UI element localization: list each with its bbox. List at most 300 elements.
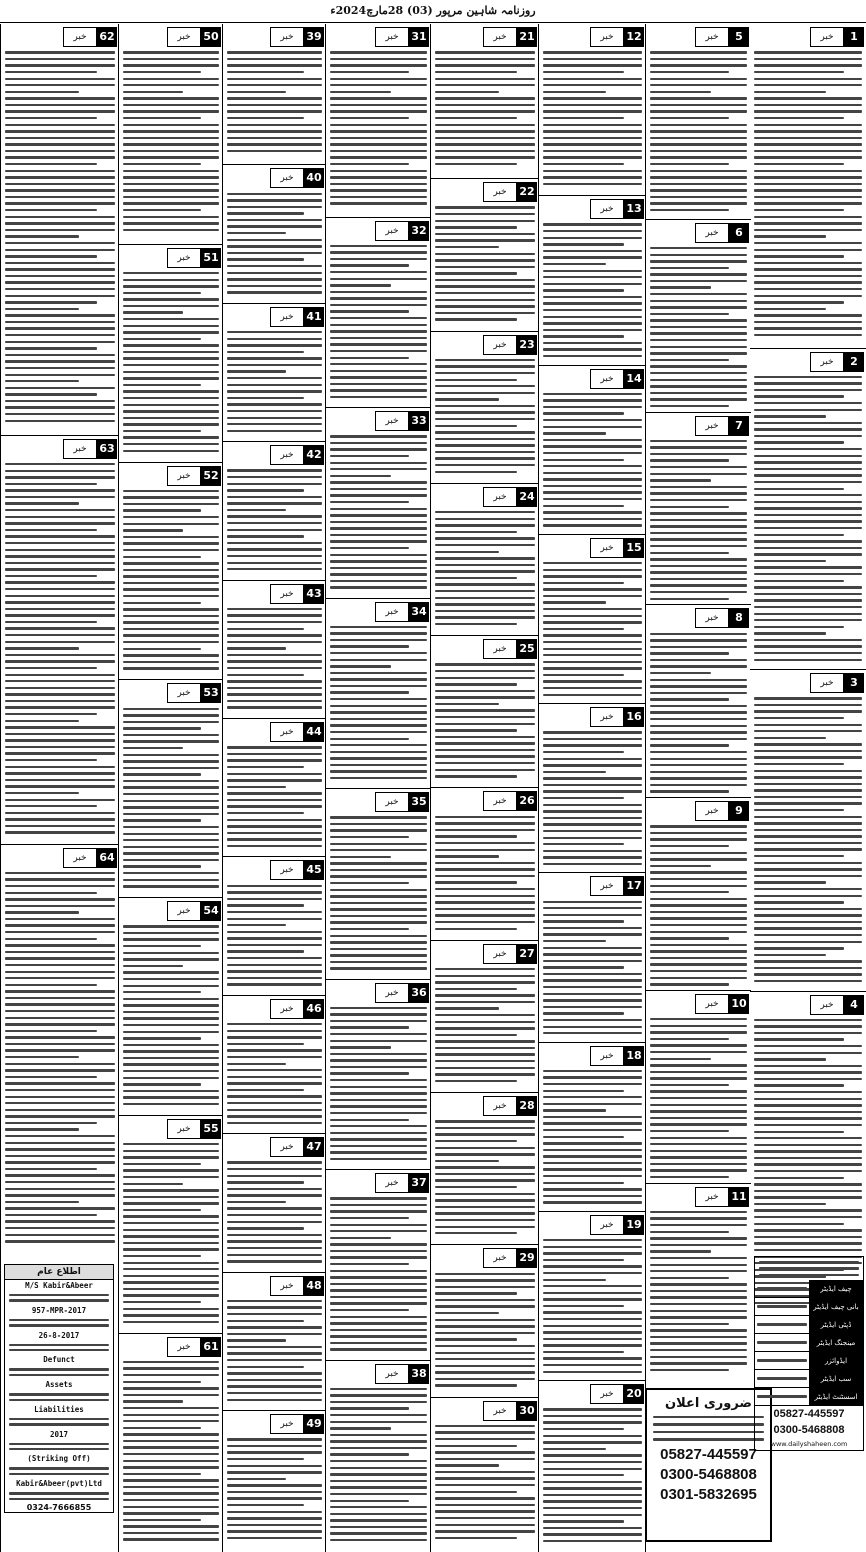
- story-number: 49: [304, 1414, 324, 1434]
- text-line: [5, 275, 115, 277]
- text-line: [435, 1040, 535, 1042]
- text-line: [754, 64, 862, 66]
- text-line: [123, 1209, 201, 1211]
- story-number: 47: [304, 1137, 324, 1157]
- text-line: [543, 1076, 642, 1078]
- text-line: [123, 1017, 219, 1019]
- text-line: [330, 1224, 427, 1226]
- text-line: [650, 1077, 747, 1079]
- text-line: [123, 443, 219, 445]
- text-line: [435, 835, 517, 837]
- text-line: [9, 1368, 109, 1370]
- text-line: [330, 143, 427, 145]
- text-line: [435, 104, 535, 106]
- story-header: [326, 1173, 429, 1193]
- text-line: [543, 731, 642, 733]
- text-line: [330, 777, 427, 779]
- text-line: [5, 78, 115, 80]
- story-header: [646, 27, 749, 47]
- text-line: [330, 521, 427, 523]
- text-line: [330, 1256, 427, 1258]
- text-line: [330, 1040, 427, 1042]
- text-line: [650, 332, 747, 334]
- story-tag: خبر: [695, 416, 729, 436]
- text-line: [5, 805, 97, 807]
- text-line: [435, 888, 535, 890]
- text-line: [330, 1316, 427, 1318]
- text-line: [650, 898, 747, 900]
- story-header: [119, 901, 221, 921]
- story-tag: خبر: [695, 994, 729, 1014]
- story-header: [1, 27, 117, 47]
- text-line: [650, 885, 747, 887]
- text-line: [330, 948, 427, 950]
- text-line: [543, 863, 642, 865]
- text-line: [123, 1057, 219, 1059]
- text-line: [435, 51, 535, 53]
- text-line: [543, 498, 642, 500]
- text-line: [435, 1451, 535, 1453]
- text-line: [227, 1234, 322, 1236]
- text-line: [650, 1176, 729, 1178]
- text-line: [650, 176, 747, 178]
- text-line: [5, 143, 115, 145]
- text-line: [123, 602, 201, 604]
- text-line: [435, 292, 535, 294]
- notice-date: 26-8-2017: [38, 1330, 80, 1340]
- text-line: [123, 1222, 219, 1224]
- text-line: [754, 104, 862, 106]
- text-line: [650, 525, 747, 527]
- story-header: [223, 860, 324, 880]
- text-line: [5, 739, 115, 741]
- news-story: [646, 27, 751, 219]
- story-text: [431, 51, 539, 165]
- text-line: [5, 812, 115, 814]
- text-line: [227, 370, 286, 372]
- story-tag: خبر: [695, 223, 729, 243]
- text-line: [650, 1097, 747, 1099]
- text-line: [227, 265, 322, 267]
- text-line: [123, 714, 219, 716]
- text-line: [227, 812, 304, 814]
- text-line: [543, 124, 642, 126]
- text-line: [650, 911, 747, 913]
- text-line: [435, 312, 535, 314]
- text-line: [330, 678, 427, 680]
- text-line: [330, 1145, 427, 1147]
- text-line: [123, 1183, 183, 1185]
- text-line: [650, 937, 729, 939]
- text-line: [754, 1183, 862, 1185]
- text-line: [5, 687, 115, 689]
- text-line: [123, 1374, 219, 1376]
- story-text: [539, 731, 646, 865]
- text-line: [754, 534, 844, 536]
- story-tag: خبر: [167, 1119, 201, 1139]
- news-story: [326, 217, 431, 408]
- text-line: [5, 938, 97, 940]
- column-c4: [430, 24, 539, 1552]
- text-line: [754, 481, 862, 483]
- text-line: [227, 838, 322, 840]
- text-line: [543, 1116, 642, 1118]
- text-line: [543, 1182, 624, 1184]
- text-line: [330, 1486, 427, 1488]
- text-line: [330, 751, 427, 753]
- staff-row: [755, 1388, 863, 1406]
- news-story: [539, 1211, 646, 1380]
- text-line: [543, 856, 642, 858]
- text-line: [543, 71, 624, 73]
- text-line: [650, 738, 747, 740]
- text-line: [754, 613, 862, 615]
- text-line: [754, 606, 862, 608]
- text-line: [227, 957, 322, 959]
- text-line: [227, 58, 322, 60]
- text-line: [227, 1049, 322, 1051]
- story-header: [431, 487, 537, 507]
- text-line: [330, 442, 427, 444]
- text-line: [543, 817, 642, 819]
- text-line: [650, 538, 747, 540]
- text-line: [123, 925, 219, 927]
- text-line: [123, 1281, 219, 1283]
- text-line: [330, 1059, 427, 1061]
- story-number: 21: [517, 27, 537, 47]
- text-line: [330, 448, 427, 450]
- news-story: [223, 164, 326, 302]
- text-line: [650, 1356, 747, 1358]
- text-line: [5, 627, 115, 629]
- story-tag: خبر: [167, 466, 201, 486]
- text-line: [650, 1296, 747, 1298]
- text-line: [330, 350, 427, 352]
- notice-registration: 957-MPR-2017: [31, 1305, 87, 1315]
- text-line: [543, 1344, 642, 1346]
- text-line: [754, 1091, 862, 1093]
- text-line: [330, 508, 427, 510]
- story-header: [223, 1137, 324, 1157]
- text-line: [435, 1299, 535, 1301]
- text-line: [5, 295, 115, 297]
- text-line: [543, 1421, 642, 1423]
- text-line: [330, 1072, 409, 1074]
- news-story: [750, 27, 866, 348]
- text-line: [543, 940, 606, 942]
- text-line: [123, 450, 219, 452]
- text-line: [330, 534, 427, 536]
- text-line: [754, 927, 862, 929]
- text-line: [5, 918, 115, 920]
- text-line: [5, 262, 115, 264]
- text-line: [543, 1096, 642, 1098]
- text-line: [543, 117, 624, 119]
- text-line: [227, 1497, 322, 1499]
- text-line: [5, 288, 115, 290]
- text-line: [5, 720, 79, 722]
- story-number: 34: [409, 602, 429, 622]
- text-line: [650, 957, 747, 959]
- text-line: [5, 654, 115, 656]
- text-line: [5, 202, 115, 204]
- text-line: [435, 64, 535, 66]
- text-line: [543, 243, 624, 245]
- text-line: [650, 492, 747, 494]
- staff-website[interactable]: www.dailyshaheen.com: [770, 1440, 848, 1449]
- text-line: [435, 775, 517, 777]
- text-line: [227, 84, 322, 86]
- text-line: [650, 532, 747, 534]
- text-line: [330, 1414, 427, 1416]
- text-line: [123, 806, 219, 808]
- story-text: [1, 51, 119, 422]
- text-line: [330, 130, 427, 132]
- text-line: [227, 1359, 322, 1361]
- text-line: [5, 1168, 97, 1170]
- text-line: [330, 1250, 427, 1252]
- text-line: [543, 335, 624, 337]
- text-line: [754, 137, 862, 139]
- text-line: [9, 1399, 109, 1401]
- text-line: [543, 1311, 642, 1313]
- text-line: [543, 316, 642, 318]
- story-tag: خبر: [375, 27, 409, 47]
- text-line: [650, 1264, 747, 1266]
- story-tag: خبر: [810, 27, 844, 47]
- story-number: 26: [517, 791, 537, 811]
- story-number: 12: [624, 27, 644, 47]
- text-line: [435, 921, 535, 923]
- news-story: [119, 244, 223, 462]
- text-line: [754, 914, 862, 916]
- text-line: [754, 888, 862, 890]
- story-number: 33: [409, 411, 429, 431]
- text-line: [123, 1519, 201, 1521]
- ad-phone-3: 0301-5832695: [660, 1485, 757, 1503]
- text-line: [227, 819, 322, 821]
- text-line: [330, 1407, 409, 1409]
- text-line: [650, 598, 729, 600]
- text-line: [650, 293, 747, 295]
- text-line: [543, 797, 624, 799]
- text-line: [754, 809, 844, 811]
- story-number: 54: [201, 901, 221, 921]
- text-line: [330, 915, 427, 917]
- text-line: [543, 901, 642, 903]
- text-line: [330, 645, 409, 647]
- text-line: [650, 506, 729, 508]
- text-line: [435, 696, 535, 698]
- story-header: [431, 791, 537, 811]
- text-line: [227, 654, 322, 656]
- text-line: [543, 296, 642, 298]
- text-line: [543, 588, 642, 590]
- text-line: [330, 1263, 409, 1265]
- text-line: [650, 784, 747, 786]
- text-line: [543, 1494, 642, 1496]
- text-line: [5, 581, 115, 583]
- text-line: [650, 1071, 747, 1073]
- text-line: [650, 1250, 711, 1252]
- text-line: [543, 1435, 642, 1437]
- text-line: [435, 511, 535, 513]
- text-line: [543, 419, 642, 421]
- text-line: [754, 659, 862, 661]
- text-line: [650, 639, 747, 641]
- story-text: [223, 746, 326, 847]
- text-line: [227, 384, 322, 386]
- text-line: [754, 540, 862, 542]
- news-story: [646, 990, 751, 1183]
- text-line: [330, 137, 427, 139]
- story-number: 7: [729, 416, 749, 436]
- text-line: [123, 1433, 219, 1435]
- text-line: [330, 1086, 427, 1088]
- story-header: [646, 608, 749, 628]
- text-line: [123, 740, 219, 742]
- text-line: [123, 285, 219, 287]
- text-line: [330, 1322, 427, 1324]
- text-line: [330, 1473, 427, 1475]
- text-line: [435, 531, 517, 533]
- text-line: [435, 1384, 517, 1386]
- text-line: [754, 71, 844, 73]
- story-number: 24: [517, 487, 537, 507]
- text-line: [435, 156, 535, 158]
- text-line: [435, 610, 535, 612]
- text-line: [435, 110, 535, 112]
- text-line: [123, 1314, 219, 1316]
- text-line: [227, 1471, 322, 1473]
- text-line: [5, 509, 115, 511]
- text-line: [227, 1530, 322, 1532]
- text-line: [543, 309, 642, 311]
- text-line: [650, 254, 747, 256]
- text-line: [650, 685, 747, 687]
- text-line: [650, 486, 747, 488]
- text-line: [759, 1261, 859, 1263]
- text-line: [543, 1026, 642, 1028]
- text-line: [754, 507, 862, 509]
- text-line: [5, 680, 115, 682]
- text-line: [543, 1012, 624, 1014]
- text-line: [650, 963, 747, 965]
- text-line: [123, 292, 201, 294]
- text-line: [227, 911, 322, 913]
- text-line: [5, 660, 115, 662]
- text-line: [650, 209, 729, 211]
- text-line: [543, 694, 642, 696]
- story-header: [119, 27, 221, 47]
- text-line: [435, 1471, 535, 1473]
- text-line: [650, 845, 729, 847]
- text-line: [543, 1318, 642, 1320]
- text-line: [650, 1283, 747, 1285]
- text-line: [5, 990, 115, 992]
- text-line: [653, 1416, 764, 1418]
- text-line: [435, 285, 535, 287]
- text-line: [5, 1069, 115, 1071]
- text-line: [754, 921, 862, 923]
- text-line: [227, 898, 322, 900]
- text-line: [123, 1506, 219, 1508]
- text-line: [754, 802, 862, 804]
- story-tag: خبر: [375, 221, 409, 241]
- text-line: [123, 351, 219, 353]
- text-line: [650, 346, 747, 348]
- text-line: [123, 793, 219, 795]
- text-line: [5, 872, 115, 874]
- text-line: [754, 1177, 844, 1179]
- text-line: [543, 1032, 642, 1034]
- text-line: [650, 871, 747, 873]
- text-line: [435, 1199, 535, 1201]
- text-line: [123, 311, 183, 313]
- text-line: [5, 898, 115, 900]
- text-line: [754, 941, 862, 943]
- text-line: [123, 110, 219, 112]
- text-line: [650, 764, 747, 766]
- story-header: [750, 673, 864, 693]
- story-tag: خبر: [810, 995, 844, 1015]
- text-line: [227, 232, 286, 234]
- text-line: [227, 344, 322, 346]
- text-line: [650, 852, 747, 854]
- text-line: [123, 1460, 219, 1462]
- text-line: [435, 418, 535, 420]
- text-line: [123, 78, 219, 80]
- story-text: [646, 1018, 751, 1178]
- public-notice-box: [4, 1264, 114, 1513]
- text-line: [330, 245, 427, 247]
- text-line: [435, 968, 535, 970]
- notice-striking-off: (Striking Off): [27, 1454, 91, 1464]
- text-line: [754, 1104, 862, 1106]
- text-line: [123, 71, 201, 73]
- text-line: [227, 1320, 304, 1322]
- staff-row: [755, 1352, 863, 1370]
- text-line: [123, 1532, 219, 1534]
- text-line: [123, 1400, 183, 1402]
- text-line: [9, 1299, 109, 1301]
- news-story: [539, 703, 646, 872]
- text-line: [330, 376, 427, 378]
- text-line: [754, 730, 862, 732]
- text-line: [754, 262, 862, 264]
- text-line: [435, 1206, 535, 1208]
- story-tag: خبر: [483, 27, 517, 47]
- text-line: [543, 1239, 642, 1241]
- story-header: [646, 1187, 749, 1207]
- story-number: 36: [409, 983, 429, 1003]
- story-number: 32: [409, 221, 429, 241]
- story-text: [326, 626, 431, 780]
- text-line: [5, 470, 115, 472]
- text-line: [5, 104, 115, 106]
- text-line: [754, 97, 862, 99]
- text-line: [754, 560, 826, 562]
- story-number: 64: [97, 848, 117, 868]
- news-story: [326, 1169, 431, 1360]
- text-line: [650, 1369, 729, 1371]
- text-line: [227, 1333, 322, 1335]
- text-line: [650, 1169, 747, 1171]
- text-line: [543, 406, 642, 408]
- text-line: [543, 966, 624, 968]
- text-line: [330, 856, 391, 858]
- text-line: [754, 835, 862, 837]
